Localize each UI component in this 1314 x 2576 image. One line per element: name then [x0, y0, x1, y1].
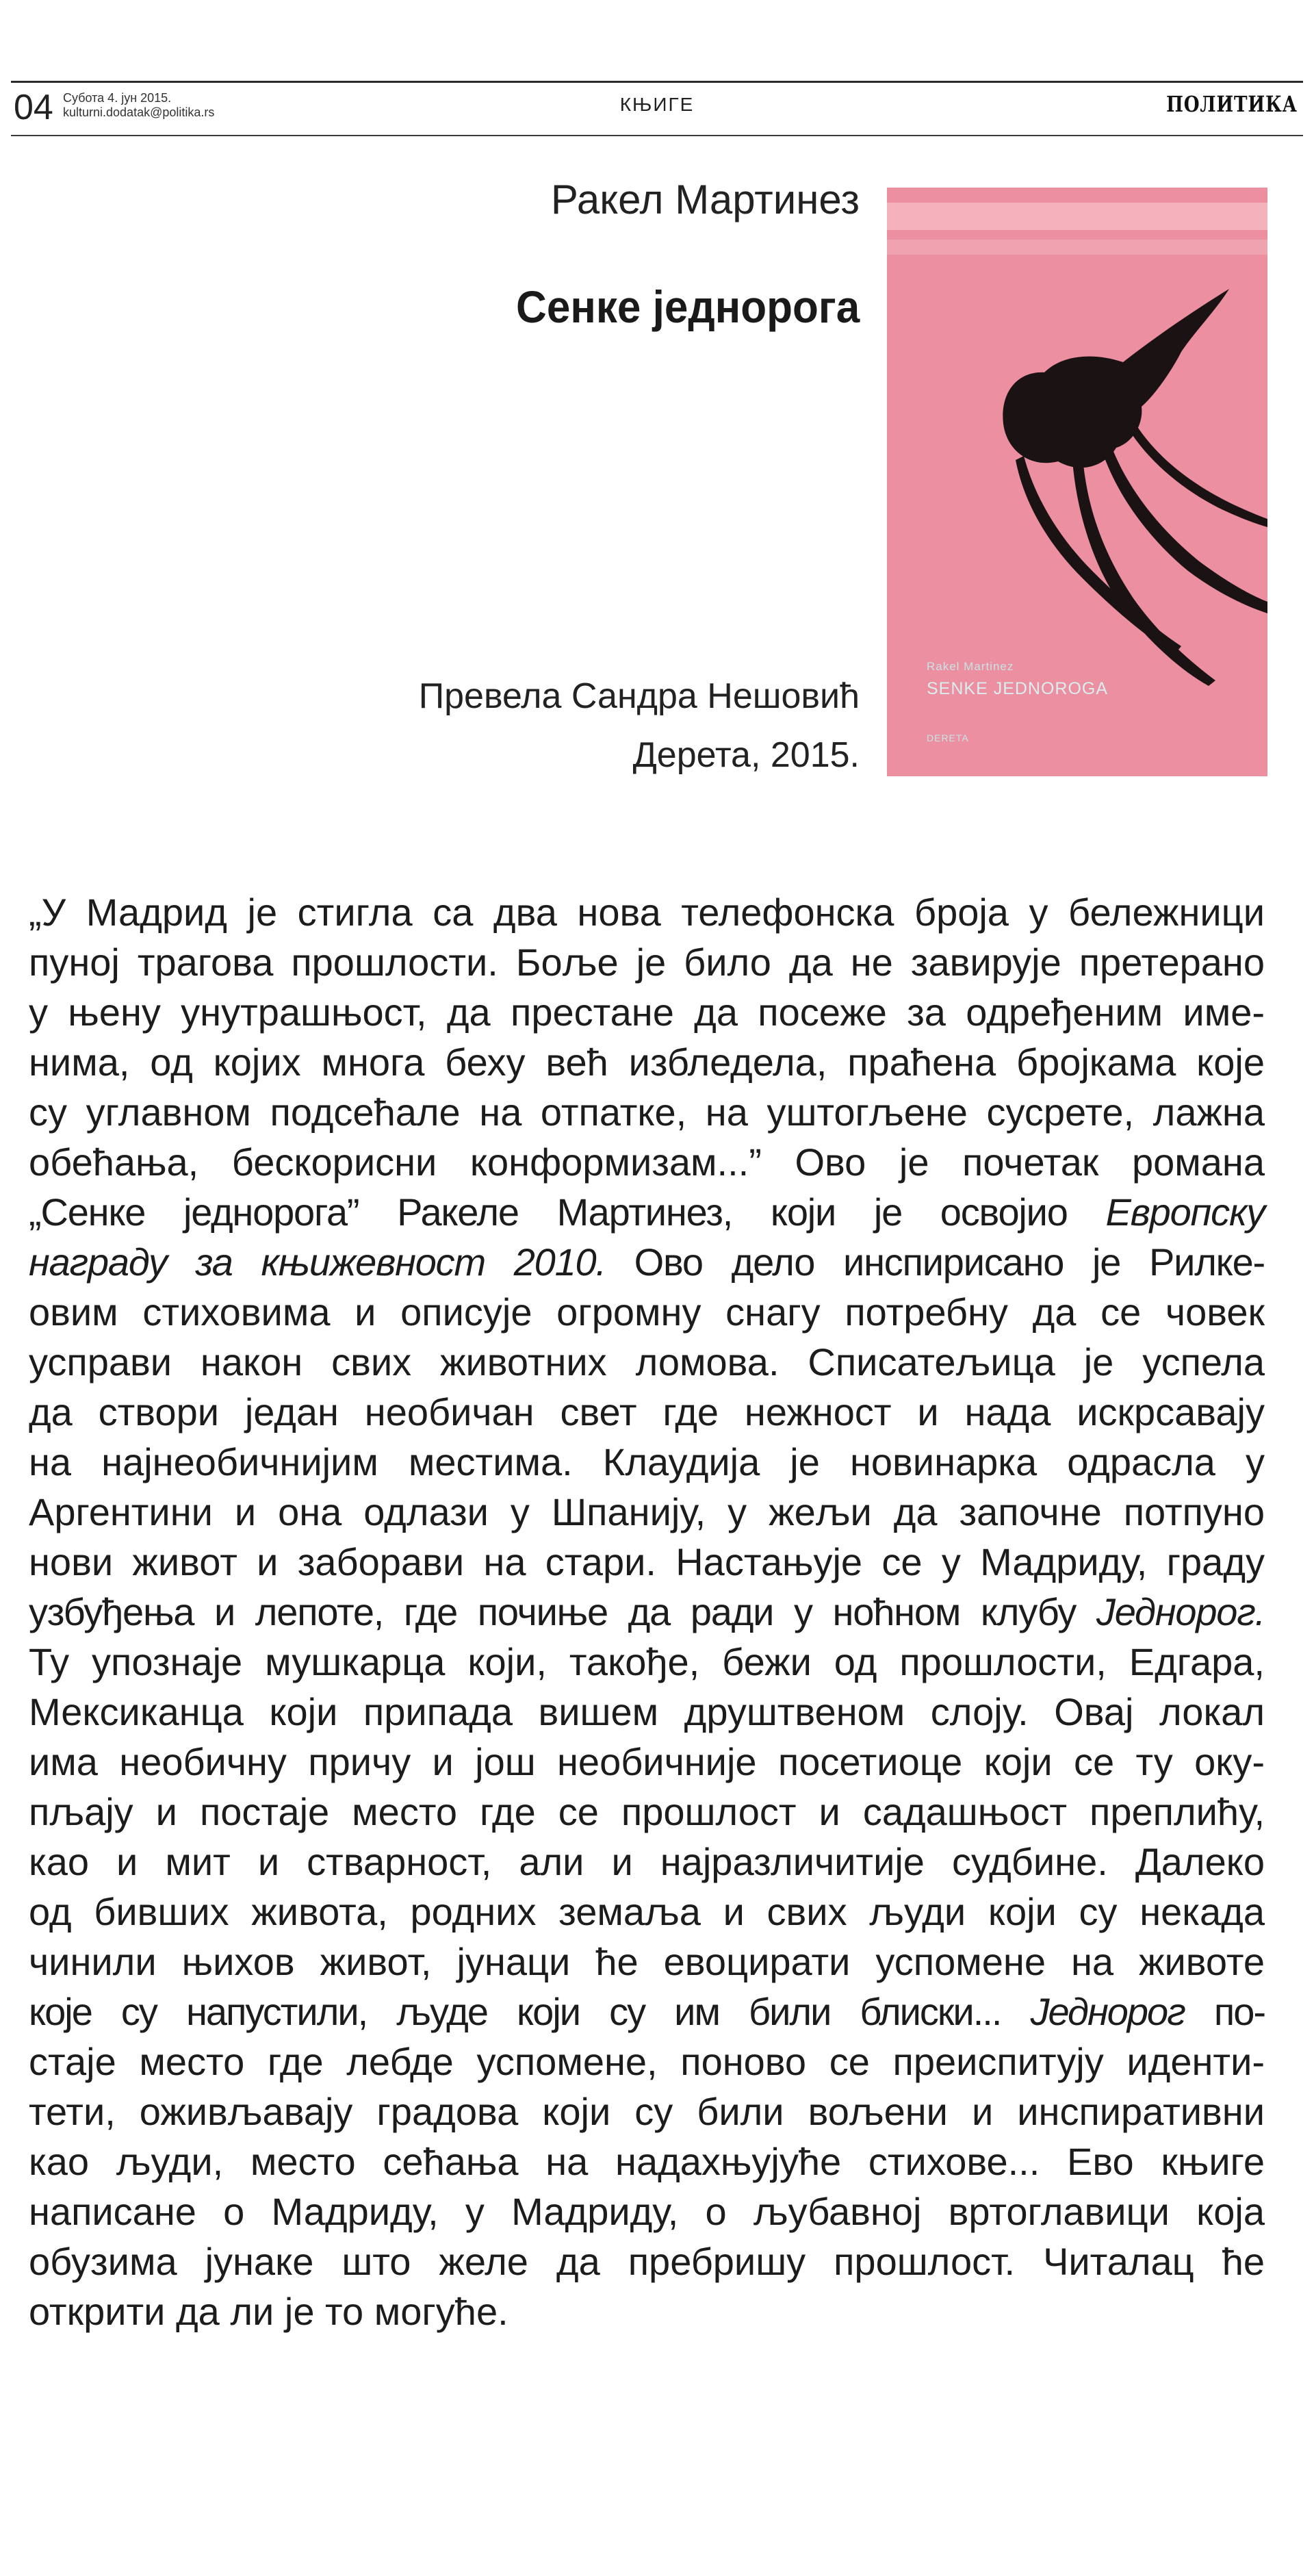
review-line: на најнеобичнијим местима. Клаудија је новинарка одрасла у — [29, 1440, 1265, 1483]
review-line: пљају и постаје место где се прошлост и садашњост преплићу, — [29, 1790, 1265, 1833]
review-line — [29, 1987, 1265, 2037]
review-line: овим стиховима и описује огромну снагу потребну да се човек — [29, 1290, 1265, 1334]
review-line: Мексиканца који припада вишем друштвеном слоју. Овај локал — [29, 1690, 1265, 1733]
book-publisher: Дерета, 2015. — [632, 735, 860, 775]
review-text: узбуђења и лепоте, где почиње да ради у ноћном клубу — [29, 1590, 1077, 1633]
review-line — [29, 1587, 1265, 1637]
page-header — [11, 81, 1303, 136]
page-number: 04 — [14, 88, 53, 127]
review-line — [29, 1237, 1265, 1287]
review-line: нима, од којих многа беху већ избледела, праћена бројкама које — [29, 1041, 1265, 1084]
review-line: „У Мадрид је стигла са два нова телефонска броја у бележници — [29, 891, 1265, 934]
cover-publisher-text: DERETA — [927, 732, 969, 743]
review-line: тети, оживљавају градова који су били вољени и инспиративни — [29, 2090, 1265, 2133]
section-title: КЊИГЕ — [619, 94, 695, 115]
club-name-emphasis: Једнорог — [1030, 1990, 1185, 2033]
review-line: има необичну причу и још необичније посетиоце који се ту оку- — [29, 1740, 1265, 1783]
review-line: пуној трагова прошлости. Боље је било да не завирује претерано — [29, 941, 1265, 984]
review-line: у њену унутрашњост, да престане да посеже за одређеним име- — [29, 991, 1265, 1034]
review-line: да створи један необичан свет где нежност и нада искрсавају — [29, 1390, 1265, 1433]
review-line: обузима јунаке што желе да пребришу прошлост. Читалац ће — [29, 2240, 1265, 2283]
book-cover-image — [887, 188, 1267, 776]
club-name-emphasis: Једнорог. — [1096, 1590, 1265, 1633]
unicorn-shadow-illustration — [1003, 289, 1267, 686]
review-text: Ово дело инспирисано је Рилке- — [634, 1240, 1265, 1284]
contact-email: kulturni.dodatak@politika.rs — [63, 105, 215, 119]
review-line: стаје место где лебде успомене, поново се преиспитују иденти- — [29, 2040, 1265, 2083]
award-name-emphasis: награду за књижевност 2010. — [29, 1240, 606, 1284]
review-line: открити да ли је то могуће. — [29, 2290, 508, 2333]
review-line: Аргентини и она одлази у Шпанију, у жељи да започне потпуно — [29, 1490, 1265, 1533]
review-line: чинили њихов живот, јунаци ће евоцирати успомене на животе — [29, 1940, 1265, 1983]
review-line: као људи, место сећања на надахњујуће стихове... Ево књиге — [29, 2140, 1265, 2183]
review-line: од бивших живота, родних земаља и свих људи који су некада — [29, 1890, 1265, 1933]
review-line: су углавном подсећале на отпатке, на уштогљене сусрете, лажна — [29, 1091, 1265, 1134]
cover-title-text: SENKE JEDNOROGA — [927, 679, 1109, 698]
book-translator: Превела Сандра Нешовић — [418, 676, 860, 716]
review-line — [29, 1187, 1265, 1237]
newspaper-logo: ПОЛИТИКА — [1166, 91, 1298, 117]
book-author: Ракел Мартинез — [550, 177, 860, 222]
review-line: као и мит и стварност, али и најразличитије судбине. Далеко — [29, 1840, 1265, 1883]
award-name-emphasis: Европску — [1105, 1190, 1265, 1234]
review-line: Ту упознаје мушкарца који, такође, бежи од прошлости, Едгара, — [29, 1640, 1265, 1683]
review-body — [29, 887, 1265, 2336]
review-line: написане о Мадриду, у Мадриду, о љубавној вртоглавици која — [29, 2190, 1265, 2233]
review-line: нови живот и заборави на стари. Настањује се у Мадриду, граду — [29, 1540, 1265, 1583]
review-text: које су напустили, људе који су им били блиски... — [29, 1990, 1001, 2033]
review-line: усправи након свих животних ломова. Списатељица је успела — [29, 1340, 1265, 1383]
review-text: по- — [1213, 1990, 1265, 2033]
issue-date: Субота 4. јун 2015. — [63, 91, 172, 105]
review-text: „Сенке једнорога” Ракеле Мартинез, који је освојио — [29, 1190, 1068, 1234]
review-line: обећања, бескорисни конформизам...” Ово је почетак романа — [29, 1140, 1265, 1184]
cover-author-text: Rakel Martinez — [927, 660, 1014, 673]
book-title: Сенке једнорога — [515, 281, 860, 332]
